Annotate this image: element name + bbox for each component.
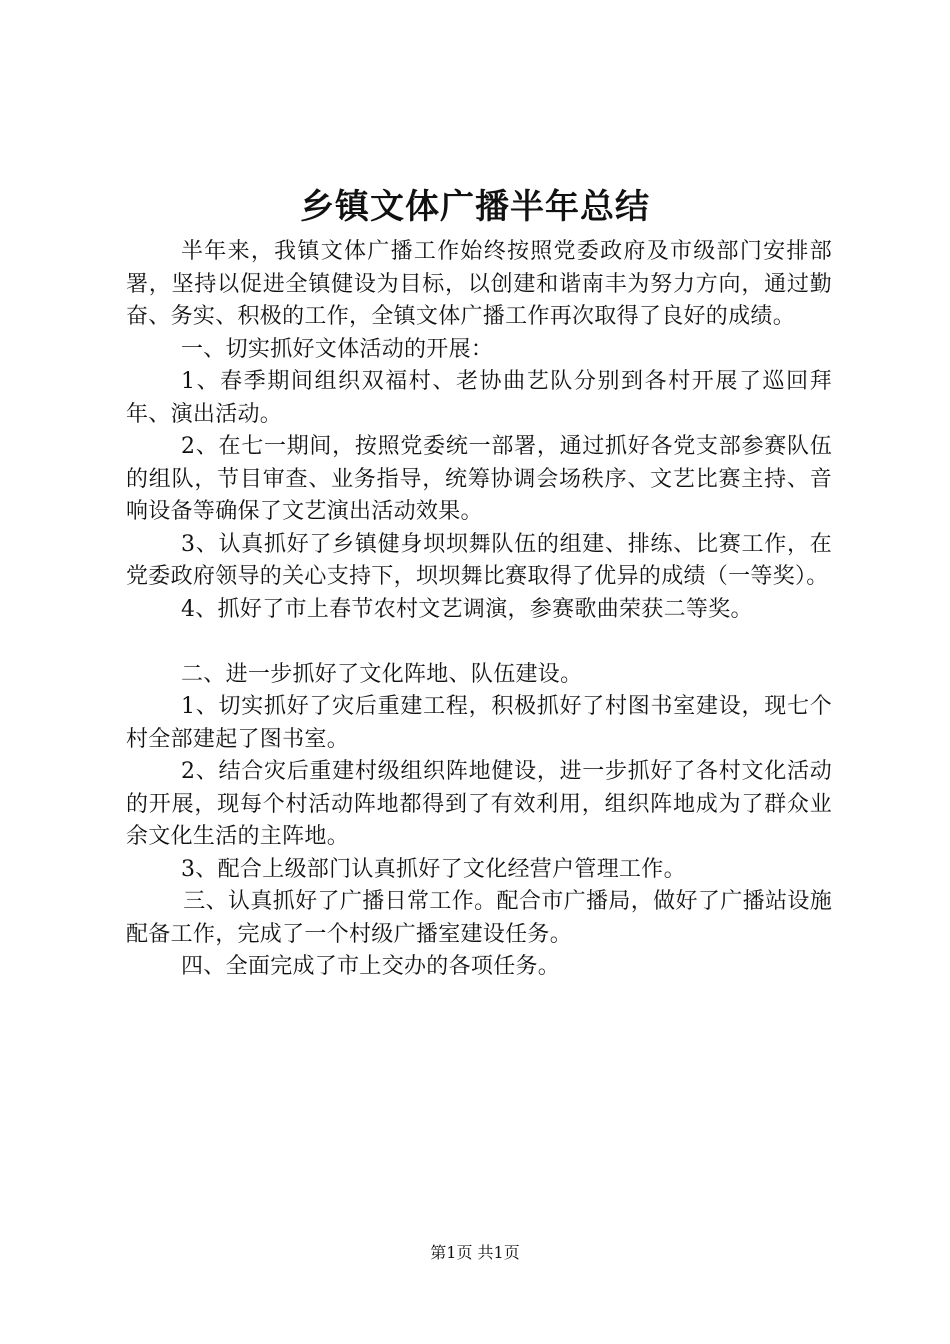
section-heading-3: 三、认真抓好了广播日常工作。配合市广播局，做好了广播站设施配备工作，完成了一个村级广播室建设任务。 (126, 889, 832, 947)
section-heading-2: 二、进一步抓好了文化阵地、队伍建设。 (181, 661, 583, 687)
document-title: 乡镇文体广播半年总结 (300, 187, 650, 227)
list-item: 3、认真抓好了乡镇健身坝坝舞队伍的组建、排练、比赛工作，在党委政府领导的关心支持下，坝坝舞比赛取得了优异的成绩（一等奖）。 (126, 531, 832, 589)
list-item: 3、配合上级部门认真抓好了文化经营户管理工作。 (181, 856, 686, 882)
list-item: 2、结合灾后重建村级组织阵地健设，进一步抓好了各村文化活动的开展，现每个村活动阵地都得到了有效利用，组织阵地成为了群众业余文化生活的主阵地。 (126, 759, 832, 849)
list-item: 1、春季期间组织双福村、老协曲艺队分别到各村开展了巡回拜年、演出活动。 (126, 369, 832, 427)
blank-line (126, 626, 832, 659)
list-item: 1、切实抓好了灾后重建工程，积极抓好了村图书室建设，现七个村全部建起了图书室。 (126, 694, 832, 752)
list-item: 2、在七一期间，按照党委统一部署，通过抓好各党支部参赛队伍的组队，节目审查、业务指导，统筹协调会场秩序、文艺比赛主持、音响设备等确保了文艺演出活动效果。 (126, 434, 832, 524)
intro-paragraph: 半年来，我镇文体广播工作始终按照党委政府及市级部门安排部署，坚持以促进全镇健设为目标，以创建和谐南丰为努力方向，通过勤奋、务实、积极的工作，全镇文体广播工作再次取得了良好的成绩。 (126, 239, 832, 329)
page-footer: 第1页 共1页 (430, 1243, 520, 1262)
section-heading-1: 一、切实抓好文体活动的开展： (181, 336, 494, 362)
list-item: 4、抓好了市上春节农村文艺调演，参赛歌曲荣获二等奖。 (181, 596, 753, 622)
section-heading-4: 四、全面完成了市上交办的各项任务。 (181, 954, 561, 979)
document-body (126, 236, 832, 984)
